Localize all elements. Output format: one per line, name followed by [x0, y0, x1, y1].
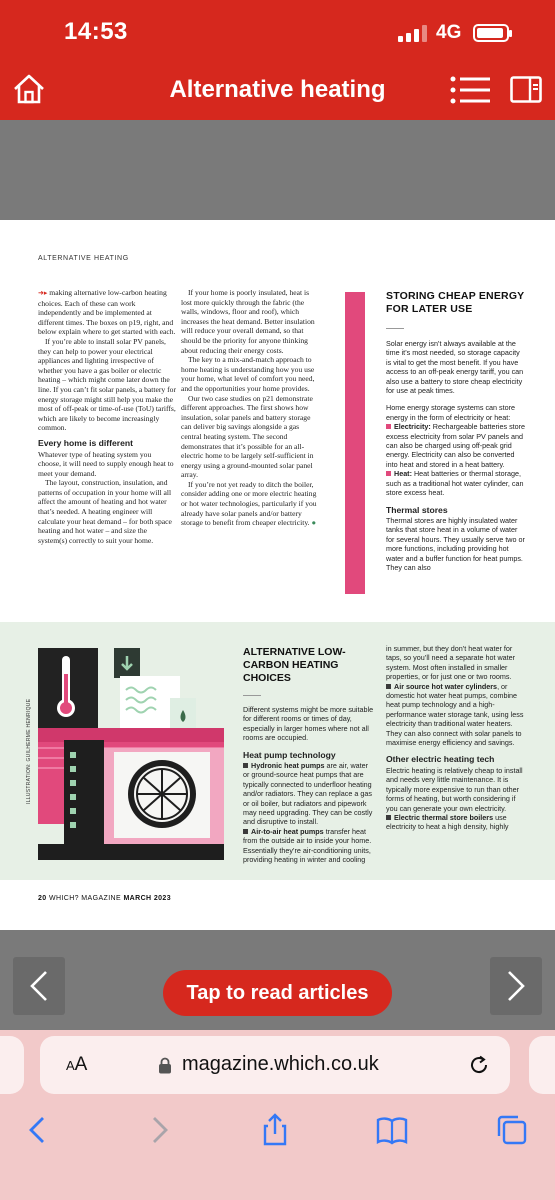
- storage-sidebar: [386, 290, 526, 580]
- read-articles-button[interactable]: Tap to read articles: [163, 970, 392, 1016]
- back-icon[interactable]: [21, 1112, 57, 1148]
- box-column-1: [243, 646, 375, 865]
- next-tab-peek[interactable]: [529, 1036, 555, 1094]
- page-number: 20: [38, 895, 47, 902]
- paragraph: Different systems might be more suitable for different rooms or times of day, especially in larger homes where not all rooms are occupied.: [243, 705, 374, 743]
- article-column-2: [181, 288, 319, 528]
- bullet-label: Air-to-air heat pumps: [251, 826, 324, 836]
- bullet-text: Heat batteries or thermal storage, such as a traditional hot water cylinder, can store excess heat.: [386, 469, 524, 498]
- illustration-credit: ILLUSTRATION: GUILHERME HENRIQUE: [26, 698, 32, 804]
- issue-date: MARCH 2023: [123, 895, 172, 902]
- page-folio: [38, 895, 171, 902]
- box-title: ALTERNATIVE LOW-CARBON HEATING CHOICES: [243, 646, 346, 684]
- bullet-label: Electric thermal store boilers: [394, 812, 494, 822]
- bullet-text: , or domestic hot water heat pumps, combine heat pump technology and a high-performance water storage tank, using less electricity than traditional water heaters. They can also connect with solar panels to maximise energy efficiency and savings.: [386, 681, 524, 748]
- paragraph: The key to a mix-and-match approach to home heating is understanding how you use your home, what level of comfort you need, and the opportunities your home provides.: [181, 355, 315, 393]
- bullet-text: use electricity to heat a high density, highly: [386, 812, 509, 832]
- bookmarks-icon[interactable]: [374, 1112, 410, 1148]
- reader-background: [0, 120, 555, 220]
- bullet-icon: [243, 763, 248, 768]
- subheading: Every home is different: [38, 437, 134, 448]
- list-menu-icon[interactable]: [450, 76, 490, 104]
- running-head: ALTERNATIVE HEATING: [38, 255, 129, 262]
- status-time: 14:53: [64, 18, 128, 45]
- divider: [386, 328, 404, 329]
- article-column-1: [38, 288, 176, 545]
- bullet-icon: [386, 471, 391, 476]
- bullet-icon: [386, 424, 391, 429]
- paragraph: Solar energy isn’t always available at the time it’s most needed, so storage capacity is vital to get the most benefit. If you have access to an off-peak energy tariff, you can also use a battery to store cheap electricity for use at peak times.: [386, 339, 524, 396]
- paragraph: If your home is poorly insulated, heat is lost more quickly through the fabric (the walls, windows, floor and roof), which increases the heat demand. Better insulation will reduce your overall demand, so that should be the priority for anyone thinking about reducing their energy costs.: [181, 288, 315, 355]
- subheading: Heat pump technology: [243, 749, 336, 760]
- heating-choices-box: [0, 622, 555, 880]
- subheading: Thermal stores: [386, 504, 448, 515]
- magazine-page[interactable]: [0, 220, 555, 930]
- network-type: 4G: [436, 22, 462, 43]
- bullet-text: transfer heat from the outside air to inside your home. Essentially they’re air-conditioning units, providing heating in winter and cooling: [243, 826, 372, 865]
- previous-tab-peek[interactable]: [0, 1036, 24, 1094]
- page-layout-icon[interactable]: [510, 76, 542, 103]
- paragraph: making alternative low-carbon heating choices. Each of these can work independently and be implemented at different times. The boxes on p19, right, and below explain where to get started with each.: [38, 288, 176, 337]
- bullet-text: Rechargeable batteries store excess electricity from solar PV panels and can also be charged using off-peak grid energy. Electricity can also be converted into heat and stored in a heat battery.: [386, 422, 526, 469]
- paragraph: If you’re able to install solar PV panels, they can help to power your electrical appliances and lighting irrespective of whether you have a gas boiler or electric heating – which might come later down the line. If you can’t fit solar panels, a battery for energy storage might still help you make the most of off-peak or time-of-use (ToU) tariffs, which are likely to become increasingly common.: [38, 336, 176, 433]
- bullet-label: Electricity:: [394, 422, 431, 432]
- paragraph: Home energy storage systems can store energy in the form of electricity or heat:: [386, 403, 516, 422]
- paragraph: in summer, but they don’t heat water for taps, so you’ll need a separate hot water system. Most often installed in smaller properties, or for just one or two rooms.: [386, 644, 516, 682]
- reader-settings-button[interactable]: AA: [66, 1054, 88, 1075]
- bullet-label: Heat:: [394, 469, 412, 479]
- subheading: Other electric heating tech: [386, 754, 495, 765]
- heat-pump-illustration: [38, 648, 224, 860]
- bullet-icon: [386, 815, 391, 820]
- chevron-right-icon: [504, 970, 528, 1002]
- address-bar[interactable]: [40, 1036, 510, 1094]
- continued-arrow-icon: ➜▸: [38, 289, 48, 297]
- app-header: [0, 60, 555, 120]
- bullet-label: Air source hot water cylinders: [394, 681, 498, 691]
- paragraph: Our two case studies on p21 demonstrate different approaches. The first shows how insulation, solar panels and battery storage can deliver big savings alongside a gas central heating system. The second demonstrates that it’s possible for an all-electric home to be largely self-sufficient in energy using a ground-mounted solar panel array.: [181, 393, 314, 480]
- lock-icon: [158, 1057, 172, 1074]
- paragraph: Electric heating is relatively cheap to install and needs very little maintenance. It is typically more expensive to run than other forms of heating, but worth considering if you can generate your own electricity.: [386, 765, 523, 813]
- share-icon[interactable]: [257, 1112, 293, 1148]
- divider: [243, 695, 261, 696]
- paragraph: Thermal stores are highly insulated water tanks that store heat in a volume of water for several hours. They usually serve two or more functions, including providing hot water and a buffer function for heat pumps. They can also: [386, 515, 525, 572]
- sidebar-accent-bar: [345, 292, 365, 594]
- url-text: magazine.which.co.uk: [182, 1053, 379, 1075]
- paragraph: The layout, construction, insulation, and patterns of occupation in your home will all affect the amount of heating and hot water that’s needed. A heating engineer will calculate your heat demand – for both space heating and hot water – and size the system(s) correctly to suit your home.: [38, 478, 172, 545]
- status-bar: [0, 0, 555, 60]
- forward-icon[interactable]: [140, 1112, 176, 1148]
- bullet-label: Hydronic heat pumps: [251, 761, 325, 771]
- bullet-icon: [386, 684, 391, 689]
- bullet-icon: [243, 829, 248, 834]
- signal-strength-icon: [398, 25, 428, 42]
- sidebar-title: STORING CHEAP ENERGY FOR LATER USE: [386, 290, 525, 315]
- previous-page-button[interactable]: [13, 957, 65, 1015]
- tabs-icon[interactable]: [494, 1112, 530, 1148]
- battery-icon: [473, 24, 509, 42]
- box-column-2: [386, 644, 526, 832]
- paragraph: Whatever type of heating system you choose, it will need to supply enough heat to meet your demand.: [38, 449, 174, 478]
- next-page-button[interactable]: [490, 957, 542, 1015]
- reload-icon[interactable]: [468, 1054, 490, 1076]
- end-mark: ●: [311, 518, 317, 528]
- page-title: Alternative heating: [169, 76, 386, 103]
- bullet-text: are air, water or ground-source heat pumps that are typically connected to underfloor heating and/or radiators. They can replace a gas or oil boiler, but radiators and pipework may need upgrading. They can be costly and disruptive to install.: [243, 761, 373, 827]
- magazine-name: WHICH? MAGAZINE: [48, 895, 122, 902]
- paragraph: If you’re not yet ready to ditch the boiler, consider adding one or more electric heating or hot water technologies, particularly if you already have solar panels and/or battery storage to benefit from cheaper electricity.: [181, 479, 317, 528]
- chevron-left-icon: [27, 970, 51, 1002]
